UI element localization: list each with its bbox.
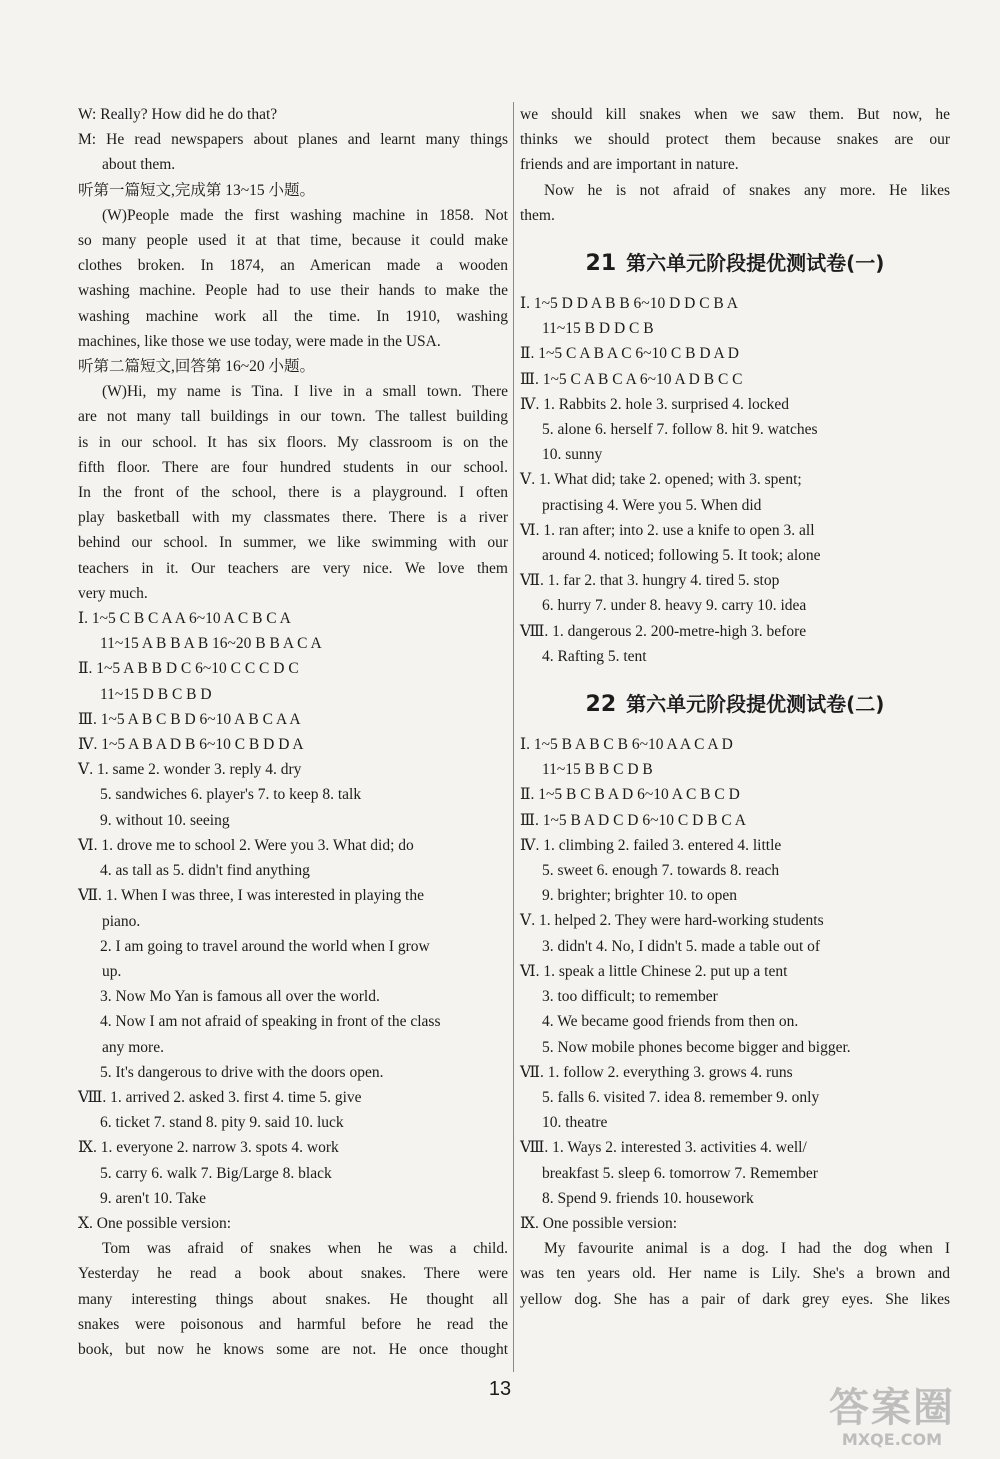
text-line: washing machine. People had to use their hands to make the bbox=[78, 282, 508, 300]
text-line: yellow dog. She has a pair of dark grey eyes. She likes bbox=[520, 1290, 950, 1308]
text-line: 听第一篇短文,完成第 13~15 小题。 bbox=[78, 181, 316, 199]
text-line: M: He read newspapers about planes and learnt many things bbox=[78, 131, 508, 149]
text-line: 4. Rafting 5. tent bbox=[542, 647, 647, 665]
text-line: Now he is not afraid of snakes any more. He likes bbox=[544, 181, 950, 199]
text-line: Ⅳ. 1~5 A B A D B 6~10 C B D D A bbox=[78, 736, 304, 754]
text-line: 9. aren't 10. Take bbox=[100, 1189, 207, 1207]
text-line: Ⅶ. 1. far 2. that 3. hungry 4. tired 5. stop bbox=[520, 572, 780, 590]
text-line: are not many tall buildings in our town. The tallest building bbox=[78, 408, 508, 426]
text-line: any more. bbox=[102, 1038, 164, 1056]
text-line: Ⅳ. 1. Rabbits 2. hole 3. surprised 4. locked bbox=[520, 395, 790, 413]
text-line: Ⅴ. 1. same 2. wonder 3. reply 4. dry bbox=[78, 761, 302, 779]
text-line: Ⅵ. 1. drove me to school 2. Were you 3. What did; do bbox=[78, 836, 414, 854]
text-line: 8. Spend 9. friends 10. housework bbox=[542, 1189, 754, 1207]
text-line: behind our school. In summer, we like swimming with our bbox=[78, 534, 508, 552]
text-line: Ⅰ. 1~5 C B C A A 6~10 A C B C A bbox=[78, 610, 291, 628]
text-line: 9. without 10. seeing bbox=[100, 811, 230, 829]
text-line: Ⅲ. 1~5 C A B C A 6~10 A D B C C bbox=[520, 370, 743, 388]
text-line: Ⅱ. 1~5 B C B A D 6~10 A C B C D bbox=[520, 786, 740, 804]
text-line: them. bbox=[520, 206, 555, 224]
section-21-answers bbox=[520, 291, 950, 669]
text-line: 5. alone 6. herself 7. follow 8. hit 9. watches bbox=[542, 421, 818, 439]
text-line: book, but now he knows some are not. He once thought bbox=[78, 1340, 508, 1358]
text-line: 5. falls 6. visited 7. idea 8. remember 9. only bbox=[542, 1088, 820, 1106]
section-22-number: 22 bbox=[585, 692, 617, 718]
text-line: teachers in it. Our teachers are very nice. We love them bbox=[78, 559, 508, 577]
text-line: clothes broken. In 1874, an American made a wooden bbox=[78, 257, 508, 275]
text-line: Tom was afraid of snakes when he was a child. bbox=[102, 1240, 508, 1258]
text-line: Ⅷ. 1. Ways 2. interested 3. activities 4. well/ bbox=[520, 1139, 807, 1157]
text-line: so many people used it at that time, because it could make bbox=[78, 232, 508, 250]
text-line: In the front of the school, there is a playground. I often bbox=[78, 484, 508, 502]
watermark-text: 答案圈 bbox=[829, 1385, 955, 1431]
text-line: thinks we should protect them because snakes are our bbox=[520, 131, 950, 149]
right-column bbox=[520, 102, 950, 1312]
section-22-title-text: 第六单元阶段提优测试卷(二) bbox=[626, 692, 885, 717]
section-22-answers bbox=[520, 732, 950, 1312]
text-line: fifth floor. There are four hundred students in our school. bbox=[78, 458, 508, 476]
text-line: 10. sunny bbox=[542, 446, 603, 464]
text-line: 11~15 B B C D B bbox=[542, 761, 653, 779]
text-line: Ⅰ. 1~5 D D A B B 6~10 D D C B A bbox=[520, 295, 738, 313]
text-line: very much. bbox=[78, 584, 148, 602]
text-line: Ⅸ. 1. everyone 2. narrow 3. spots 4. work bbox=[78, 1139, 339, 1157]
text-line: is in our school. It has six floors. My classroom is on the bbox=[78, 433, 508, 451]
section-22-title bbox=[520, 689, 950, 720]
text-line: we should kill snakes when we saw them. But now, he bbox=[520, 106, 950, 123]
text-line: 4. Now I am not afraid of speaking in front of the class bbox=[100, 1013, 441, 1031]
text-line: Ⅱ. 1~5 A B B D C 6~10 C C C D C bbox=[78, 660, 299, 678]
text-line: W: Really? How did he do that? bbox=[78, 106, 278, 123]
text-line: 5. carry 6. walk 7. Big/Large 8. black bbox=[100, 1164, 332, 1182]
section-21-title-text: 第六单元阶段提优测试卷(一) bbox=[626, 251, 885, 276]
page-number: 13 bbox=[488, 1378, 512, 1400]
text-line: 2. I am going to travel around the world when I grow bbox=[100, 937, 430, 955]
text-line: 6. hurry 7. under 8. heavy 9. carry 10. idea bbox=[542, 597, 807, 615]
right-top-text bbox=[520, 102, 950, 228]
section-21-title bbox=[520, 248, 950, 279]
text-line: Ⅷ. 1. arrived 2. asked 3. first 4. time 5. give bbox=[78, 1088, 362, 1106]
text-line: 3. too difficult; to remember bbox=[542, 988, 718, 1006]
text-line: My favourite animal is a dog. I had the dog when I bbox=[544, 1240, 950, 1258]
text-line: practising 4. Were you 5. When did bbox=[542, 496, 762, 514]
watermark-logo bbox=[802, 1385, 982, 1451]
text-line: many interesting things about snakes. He thought all bbox=[78, 1290, 508, 1308]
text-line: Yesterday he read a book about snakes. There were bbox=[78, 1265, 508, 1283]
text-line: 11~15 A B B A B 16~20 B B A C A bbox=[100, 635, 322, 653]
text-line: 听第二篇短文,回答第 16~20 小题。 bbox=[78, 358, 316, 376]
text-line: piano. bbox=[102, 912, 141, 930]
text-line: around 4. noticed; following 5. It took; alone bbox=[542, 547, 821, 565]
text-line: was ten years old. Her name is Lily. She's a brown and bbox=[520, 1265, 950, 1283]
text-line: 5. It's dangerous to drive with the doors open. bbox=[100, 1063, 384, 1081]
text-line: washing machine work all the time. In 1910, washing bbox=[78, 307, 508, 325]
text-line: Ⅶ. 1. When I was three, I was interested in playing the bbox=[78, 887, 424, 905]
text-line: Ⅲ. 1~5 B A D C D 6~10 C D B C A bbox=[520, 811, 746, 829]
text-line: 5. sweet 6. enough 7. towards 8. reach bbox=[542, 862, 780, 880]
text-line: 6. ticket 7. stand 8. pity 9. said 10. luck bbox=[100, 1114, 344, 1132]
text-line: Ⅴ. 1. helped 2. They were hard-working students bbox=[520, 912, 824, 930]
text-line: Ⅱ. 1~5 C A B A C 6~10 C B D A D bbox=[520, 345, 739, 363]
text-line: (W)Hi, my name is Tina. I live in a small town. There bbox=[102, 383, 508, 401]
text-line: about them. bbox=[102, 156, 176, 174]
left-column bbox=[78, 102, 508, 1362]
text-line: (W)People made the first washing machine in 1858. Not bbox=[102, 206, 508, 224]
text-line: Ⅵ. 1. ran after; into 2. use a knife to open 3. all bbox=[520, 521, 815, 539]
text-line: 5. sandwiches 6. player's 7. to keep 8. talk bbox=[100, 786, 362, 804]
text-line: machines, like those we use today, were made in the USA. bbox=[78, 332, 441, 350]
text-line: 4. We became good friends from then on. bbox=[542, 1013, 799, 1031]
text-line: 3. Now Mo Yan is famous all over the world. bbox=[100, 988, 380, 1006]
watermark-url: MXQE.COM bbox=[841, 1430, 943, 1449]
text-line: Ⅸ. One possible version: bbox=[520, 1214, 678, 1232]
text-line: 3. didn't 4. No, I didn't 5. made a table out of bbox=[542, 937, 821, 955]
column-divider bbox=[513, 102, 514, 1372]
text-line: Ⅲ. 1~5 A B C B D 6~10 A B C A A bbox=[78, 710, 301, 728]
text-line: Ⅹ. One possible version: bbox=[78, 1214, 232, 1232]
text-line: Ⅷ. 1. dangerous 2. 200-metre-high 3. before bbox=[520, 622, 807, 640]
text-line: 5. Now mobile phones become bigger and bigger. bbox=[542, 1038, 851, 1056]
text-line: friends and are important in nature. bbox=[520, 156, 739, 174]
text-line: play basketball with my classmates there. There is a river bbox=[78, 509, 508, 527]
text-line: 11~15 D B C B D bbox=[100, 685, 212, 703]
text-line: up. bbox=[102, 962, 122, 980]
text-line: 9. brighter; brighter 10. to open bbox=[542, 887, 737, 905]
text-line: breakfast 5. sleep 6. tomorrow 7. Remember bbox=[542, 1164, 818, 1182]
section-21-number: 21 bbox=[585, 251, 617, 277]
text-line: Ⅳ. 1. climbing 2. failed 3. entered 4. little bbox=[520, 836, 782, 854]
text-line: snakes were poisonous and harmful before he read the bbox=[78, 1315, 508, 1333]
text-line: Ⅶ. 1. follow 2. everything 3. grows 4. runs bbox=[520, 1063, 793, 1081]
text-line: Ⅵ. 1. speak a little Chinese 2. put up a tent bbox=[520, 962, 788, 980]
text-line: Ⅴ. 1. What did; take 2. opened; with 3. spent; bbox=[520, 471, 802, 489]
text-line: 4. as tall as 5. didn't find anything bbox=[100, 862, 310, 880]
text-line: 10. theatre bbox=[542, 1114, 608, 1132]
text-line: Ⅰ. 1~5 B A B C B 6~10 A A C A D bbox=[520, 736, 733, 754]
text-line: 11~15 B D D C B bbox=[542, 320, 654, 338]
